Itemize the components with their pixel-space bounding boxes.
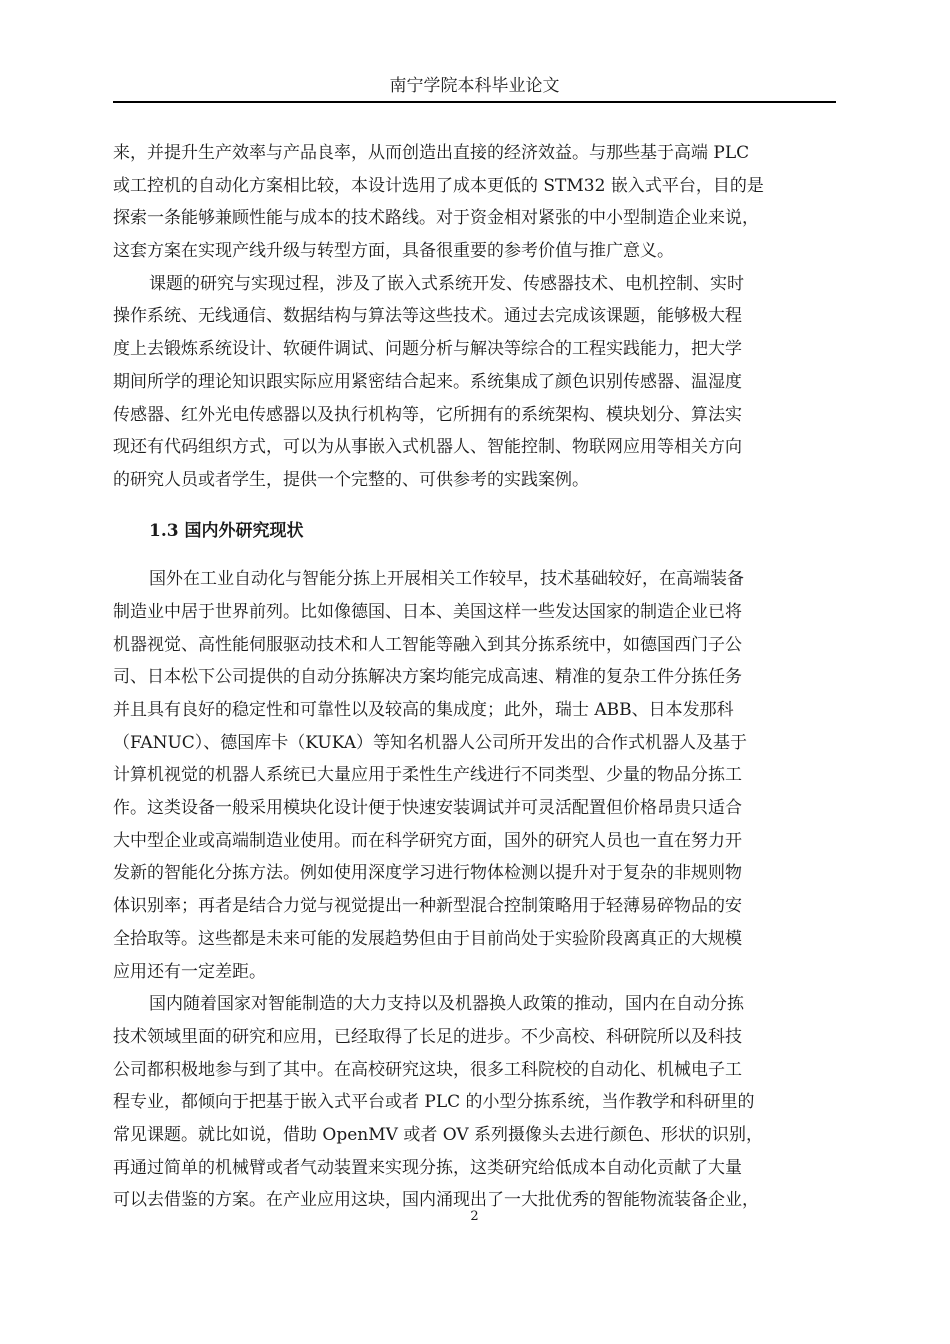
text-line: 制造业中居于世界前列。比如像德国、日本、美国这样一些发达国家的制造企业已将	[113, 601, 742, 622]
text-line: 应用还有一定差距。	[113, 961, 266, 982]
page-number: 2	[470, 1209, 479, 1224]
text-line: 国外在工业自动化与智能分拣上开展相关工作较早，技术基础较好，在高端装备	[149, 569, 744, 590]
text-line: 度上去锻炼系统设计、软硬件调试、问题分析与解决等综合的工程实践能力，把大学	[113, 339, 742, 360]
text-line: 大中型企业或高端制造业使用。而在科学研究方面，国外的研究人员也一直在努力开	[113, 830, 742, 851]
text-line: 这套方案在实现产线升级与转型方面，具备很重要的参考价值与推广意义。	[113, 241, 674, 262]
text-line: 课题的研究与实现过程，涉及了嵌入式系统开发、传感器技术、电机控制、实时	[149, 273, 744, 294]
paragraph-1	[113, 137, 836, 268]
text-line: 全拾取等。这些都是未来可能的发展趋势但由于目前尚处于实验阶段离真正的大规模	[113, 928, 742, 949]
text-line: 作。这类设备一般采用模块化设计便于快速安装调试并可灵活配置但价格昂贵只适合	[113, 798, 742, 819]
text-line: 计算机视觉的机器人系统已大量应用于柔性生产线进行不同类型、少量的物品分拣工	[113, 765, 742, 786]
text-line: 并且具有良好的稳定性和可靠性以及较高的集成度；此外，瑞士 ABB、日本发那科	[113, 700, 734, 720]
text-line: 体识别率；再者是结合力觉与视觉提出一种新型混合控制策略用于轻薄易碎物品的安	[113, 896, 742, 917]
page-header-title: 南宁学院本科毕业论文	[389, 76, 560, 96]
paragraph-4	[113, 988, 836, 1217]
text-line: 来，并提升生产效率与产品良率，从而创造出直接的经济效益。与那些基于高端 PLC	[113, 143, 750, 163]
text-line: 现还有代码组织方式，可以为从事嵌入式机器人、智能控制、物联网应用等相关方向	[113, 437, 742, 458]
text-line: 常见课题。就比如说，借助 OpenMV 或者 OV 系列摄像头去进行颜色、形状的识别，	[113, 1124, 764, 1145]
text-line: 的研究人员或者学生，提供一个完整的、可供参考的实践案例。	[113, 469, 589, 490]
text-line: 期间所学的理论知识跟实际应用紧密结合起来。系统集成了颜色识别传感器、温湿度	[113, 371, 742, 392]
paragraph-3	[113, 563, 836, 988]
text-line: 探索一条能够兼顾性能与成本的技术路线。对于资金相对紧张的中小型制造企业来说，	[113, 208, 759, 229]
text-line: 再通过简单的机械臂或者气动装置来实现分拣，这类研究给低成本自动化贡献了大量	[113, 1157, 742, 1178]
text-line: 或工控机的自动化方案相比较，本设计选用了成本更低的 STM32 嵌入式平台，目的是	[113, 175, 764, 196]
text-line: 技术领域里面的研究和应用，已经取得了长足的进步。不少高校、科研院所以及科技	[113, 1026, 742, 1047]
text-line: 司、日本松下公司提供的自动分拣解决方案均能完成高速、精准的复杂工件分拣任务	[113, 667, 742, 688]
text-line: 程专业，都倾向于把基于嵌入式平台或者 PLC 的小型分拣系统，当作教学和科研里的	[113, 1092, 755, 1113]
text-line: 操作系统、无线通信、数据结构与算法等这些技术。通过去完成该课题，能够极大程	[113, 306, 742, 327]
text-line: 可以去借鉴的方案。在产业应用这块，国内涌现出了一大批优秀的智能物流装备企业，	[113, 1190, 759, 1211]
section-heading: 1.3 国内外研究现状	[149, 520, 304, 541]
text-line: 机器视觉、高性能伺服驱动技术和人工智能等融入到其分拣系统中，如德国西门子公	[113, 634, 742, 655]
body-text	[113, 137, 836, 1217]
text-line: 发新的智能化分拣方法。例如使用深度学习进行物体检测以提升对于复杂的非规则物	[113, 863, 742, 884]
paragraph-2	[113, 268, 836, 497]
header-divider	[113, 101, 836, 103]
text-line: 公司都积极地参与到了其中。在高校研究这块，很多工科院校的自动化、机械电子工	[113, 1059, 742, 1080]
text-line: （FANUC）、德国库卡（KUKA）等知名机器人公司所开发出的合作式机器人及基于	[113, 732, 748, 753]
text-line: 传感器、红外光电传感器以及执行机构等，它所拥有的系统架构、模块划分、算法实	[113, 404, 742, 425]
text-line: 国内随着国家对智能制造的大力支持以及机器换人政策的推动，国内在自动分拣	[149, 994, 744, 1015]
